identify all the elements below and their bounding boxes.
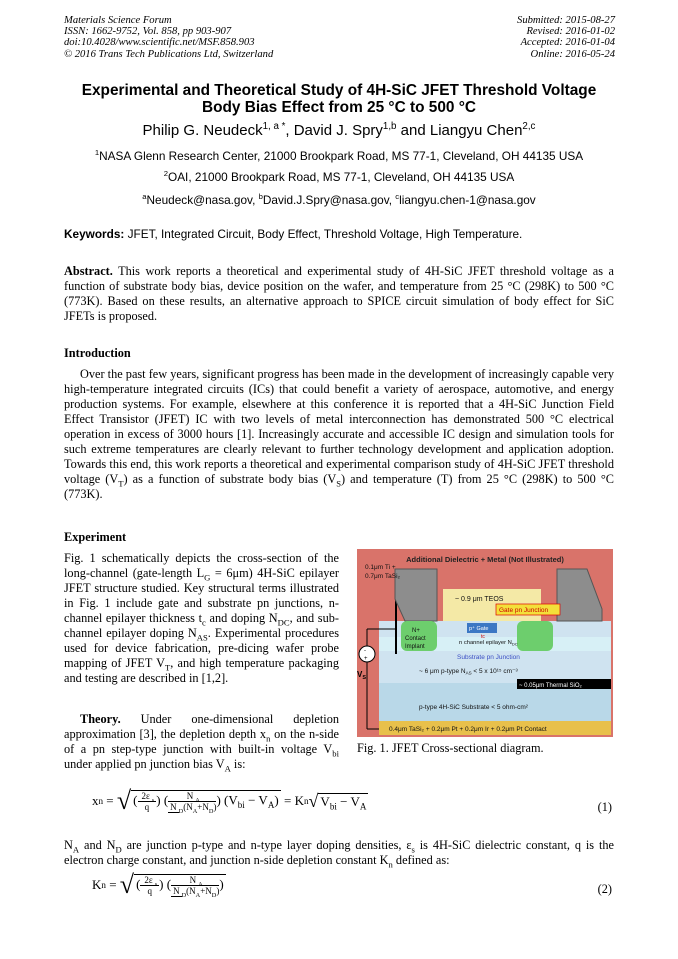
keywords-text: JFET, Integrated Circuit, Body Effect, Threshold Voltage, High Temperature. <box>124 227 523 241</box>
intro-text-mid: ) as a function of substrate body bias (V <box>123 472 337 486</box>
eq2-f2-den-sub1: D <box>181 891 187 899</box>
fig-tasi-label: 0.7μm TaSi₂ <box>365 573 401 580</box>
eq1-rhs-v: V <box>320 793 330 809</box>
fig-top-label: Additional Dielectric + Metal (Not Illustrated) <box>406 555 564 564</box>
eq2-f2-den-plus: +N <box>200 886 212 896</box>
exp-text-1: Fig. 1 schematically depicts the cross-section of the long-channel (gate-length L <box>64 551 339 580</box>
affil-1-sup: 1 <box>94 148 100 158</box>
fig-nchannel-text: n channel epilayer N <box>459 640 512 646</box>
journal-header-left <box>64 15 273 60</box>
eq1-f1-sub: s <box>151 796 155 804</box>
exp-text-2: = 6μm) 4H-SiC epilayer JFET structure studied. Key structural terms illustrated in Fig. 1 include gate and substrate pn junctions, n-channel epilayer thickness t <box>64 566 339 625</box>
author-2: , David J. Spry <box>285 122 383 139</box>
ae-d: is 4H-SiC dielectric constant, q is the electron charge constant, and junction n-side depletion constant K <box>64 838 614 867</box>
ae-d-sub: n <box>388 859 393 870</box>
fig-vs-plus: + <box>364 656 368 662</box>
fig-teos-label: ~ 0.9 μm TEOS <box>455 596 504 603</box>
theory-sub-bi: bi <box>332 748 339 759</box>
author-list <box>50 122 628 139</box>
author-2-sup: 1,b <box>382 121 397 132</box>
intro-heading: Introduction <box>64 346 131 360</box>
eq1-f2-den-mid: (N <box>183 802 193 812</box>
eq2-lhs: K <box>92 877 102 892</box>
eq1-f2-den-sub2: A <box>192 807 198 815</box>
accepted-date: Accepted: 2016-01-04 <box>520 37 615 49</box>
exp-sub-c: c <box>202 617 206 628</box>
journal-header-right <box>517 15 615 60</box>
affiliation-2 <box>50 170 628 184</box>
theory-text-1: Under one-dimensional depletion approximation [3], the depletion depth x <box>64 712 339 741</box>
eq1-f2-den: N <box>170 802 177 812</box>
fig-thermal-label: ~ 0.05μm Thermal SiO₂ <box>519 683 582 689</box>
eq1-rhs-mid: − V <box>336 793 360 809</box>
fig-nchannel-sub: DC <box>511 641 518 647</box>
eq1-f2-den-plus: +N <box>197 802 209 812</box>
affiliation-1 <box>50 149 628 163</box>
eq1-frac-2 <box>168 791 217 815</box>
eq1-f2-den-sub3: D <box>208 807 214 815</box>
revised-date: Revised: 2016-01-02 <box>526 26 615 38</box>
theory-text-3: under applied pn junction bias V <box>64 757 225 771</box>
eq1-rhs-vsub2: A <box>359 801 367 812</box>
eq2-f2-den-mid: (N <box>186 886 196 896</box>
exp-sub-dc: DC <box>277 617 290 628</box>
fig-vs-text: V <box>357 670 363 679</box>
eq1-f2-num-sub: A <box>195 796 200 804</box>
email-3[interactable]: liangyu.chen-1@nasa.gov <box>399 193 536 207</box>
exp-sub-g: G <box>204 572 211 583</box>
equation-2: K n = √ ( $\frac{2\varepsilon _s}{q}$ ) ( $\frac{N _A}{N _D(N_A+N_D)}$ ) <box>92 870 224 899</box>
abstract-label: Abstract. <box>64 264 113 278</box>
fig-nchannel-label <box>459 640 518 647</box>
exp-text-4: , and sub-channel epilayer doping N <box>64 611 339 640</box>
exp-sub-t: T <box>164 662 171 673</box>
ae-c: are junction p-type and n-type layer doping densities, ε <box>121 838 412 852</box>
eq1-radicand: ( $\frac{2\varepsilon _s}{q}$ ) ( $\frac{N _A}{N _D(N_A+N_D)}$ ) $(V_{bi} - V_A)$ <box>133 791 279 815</box>
fig-ptype-text: ~ 6 μm p-type N <box>419 668 466 675</box>
eq2-radicand: ( $\frac{2\varepsilon _s}{q}$ ) ( $\frac{N _A}{N _D(N_A+N_D)}$ ) <box>136 875 224 899</box>
eq1-sqrt-sign: √ <box>116 786 132 815</box>
eq2-f2-den-sub3: D <box>211 891 217 899</box>
eq2-f2-den-sub2: A <box>195 891 201 899</box>
eq1-f2-num: N <box>186 791 194 801</box>
fig-implant-label: Implant <box>405 644 425 650</box>
figure-caption: Fig. 1. JFET Cross-sectional diagram. <box>357 741 544 755</box>
ae-b: and N <box>79 838 116 852</box>
eq1-frac-1 <box>138 791 157 812</box>
eq2-f1-den: q <box>147 886 153 896</box>
exp-text-3: and doping N <box>205 611 278 625</box>
theory-paragraph <box>64 712 339 772</box>
intro-text-end: ) and temperature (T) from 25 °C (298K) to 500 °C (773K). <box>64 472 614 501</box>
eq2-f1-sub: s <box>154 880 158 888</box>
author-1: Philip G. Neudeck <box>142 122 263 139</box>
experiment-heading: Experiment <box>64 530 127 544</box>
fig-right-implant <box>517 621 553 651</box>
eq1-rhs: = K <box>280 793 304 808</box>
eq1-paren: (V <box>224 792 238 808</box>
theory-label: Theory. <box>80 712 121 726</box>
fig-bottom-label: 0.4μm TaSi₂ + 0.2μm Pt + 0.2μm Ir + 0.2μm Pt Contact <box>389 726 547 733</box>
eq2-equals: = <box>105 877 120 892</box>
author-3-sup: 2,c <box>522 121 536 132</box>
keywords-label: Keywords: <box>64 227 125 241</box>
eq1-f1-num: 2ε <box>141 791 150 801</box>
eq1-paren-mid: − V <box>244 792 268 808</box>
ae-e: defined as: <box>392 853 450 867</box>
fig-tc-label: tc <box>481 634 485 640</box>
title-line-1: Experimental and Theoretical Study of 4H-SiC JFET Threshold Voltage <box>81 82 597 99</box>
fig-ptype-sub: AS <box>465 670 472 676</box>
author-3: and Liangyu Chen <box>396 122 523 139</box>
abstract <box>64 264 614 324</box>
experiment-paragraph <box>64 551 339 686</box>
eq2-f2-den: N <box>173 886 180 896</box>
author-1-sup: 1, a * <box>262 121 286 132</box>
intro-sub-t: T <box>118 478 124 489</box>
ae-a: N <box>64 838 73 852</box>
equation-1: x n = √ ( $\frac{2\varepsilon _s}{q}$ ) ( $\frac{N _A}{N _D(N_A+N_D)}$ ) $(V_{bi} - V_A)$ = K n √ $V_{bi} - V_A$ <box>92 786 367 815</box>
after-eq1-paragraph <box>64 838 614 868</box>
theory-text-2: on the n-side of a pn step-type junction with built-in voltage V <box>64 727 339 756</box>
eq1-equals: = <box>103 793 117 808</box>
doi: doi:10.4028/www.scientific.net/MSF.858.903 <box>64 37 255 49</box>
affil-2-text: OAI, 21000 Brookpark Road, MS 77-1, Cleveland, OH 44135 USA <box>168 170 515 184</box>
ae-a-sub: A <box>72 844 80 855</box>
fig-left-metal <box>395 569 437 621</box>
eq2-f1-num: 2ε <box>144 875 153 885</box>
eq1-rhs-sqrt: √ <box>308 791 319 811</box>
eq1-rhs-radicand <box>318 793 368 810</box>
eq1-f2-den-sub1: D <box>178 807 184 815</box>
eq1-lhs: x <box>92 793 99 808</box>
eq2-frac-1 <box>140 875 159 896</box>
affil-2-sup: 2 <box>163 169 169 179</box>
fig-substrate-label: p-type 4H-SiC Substrate < 5 ohm-cm² <box>419 704 528 711</box>
eq1-paren-sub2: A <box>267 800 275 811</box>
email-a-sup: a <box>142 192 147 202</box>
theory-sub-a: A <box>224 763 231 774</box>
eq1-paren-end: ) <box>274 792 279 808</box>
eq1-f2-den-end: ) <box>213 802 217 812</box>
fig-gate-junction-label: Gate pn Junction <box>499 607 549 614</box>
ae-c-sub: s <box>411 844 415 855</box>
affil-1-text: NASA Glenn Research Center, 21000 Brookpark Road, MS 77-1, Cleveland, OH 44135 USA <box>99 149 584 163</box>
email-list <box>50 193 628 207</box>
intro-paragraph <box>64 367 614 502</box>
theory-sub-n: n <box>266 733 271 744</box>
eq1-f1-den: q <box>144 802 150 812</box>
online-date: Online: 2016-05-24 <box>530 48 615 60</box>
title-line-2: Body Bias Effect from 25 °C to 500 °C <box>201 99 477 116</box>
fig-contact-label: Contact <box>405 636 426 642</box>
eq1-paren-sub: bi <box>237 800 245 811</box>
jfet-cross-section-figure <box>357 549 613 737</box>
keywords <box>64 227 624 241</box>
journal-name: Materials Science Forum <box>64 15 172 26</box>
exp-text-6: , and high temperature packaging and testing are described in [1,2]. <box>64 656 339 685</box>
fig-vs-minus: - <box>364 648 366 654</box>
fig-ti-label: 0.1μm Ti + <box>365 564 396 571</box>
equation-2-number: (2) <box>597 882 612 896</box>
issn: ISSN: 1662-9752, Vol. 858, pp 903-907 <box>64 26 232 38</box>
submitted-date: Submitted: 2015-08-27 <box>517 15 615 26</box>
exp-text-5: . Experimental procedures used for device fabrication, pre-dicing wafer probe mapping of JFET V <box>64 626 339 670</box>
exp-sub-as: AS <box>196 632 208 643</box>
fig-pgate-label: p⁺ Gate <box>469 626 489 632</box>
email-c-sup: c <box>395 192 400 202</box>
intro-text: Over the past few years, significant progress has been made in the development of increasingly capable very high-temperature integrated circuits (ICs) that could benefit a variety of aerospace, automotive, and energy production systems. For example, elsewhere at this conference it is reported that a 4H-SiC Junction Field Effect Transistor (JFET) IC with two levels of metal interconnection has demonstrated 500 °C electrical operation in excess of 3000 hours [1]. Increasingly accurate and accessible IC design and simulation tools for such extreme temperatures are clearly relevant to further technology development and application adoption. Towards this end, this work reports a theoretical and experimental comparison study of 4H-SiC JFET threshold voltage (V <box>64 367 614 486</box>
eq2-sqrt-sign: √ <box>119 870 135 899</box>
theory-text-4: is: <box>230 757 246 771</box>
intro-sub-s: S <box>336 478 342 489</box>
fig-ptype-end: < 5 x 10¹⁵ cm⁻³ <box>471 668 518 675</box>
fig-substrate-junction-label: Substrate pn Junction <box>457 654 520 661</box>
eq2-f2-num: N <box>189 875 197 885</box>
fig-vs-sub: S <box>362 675 367 681</box>
eq2-f2-num-sub: A <box>198 880 203 888</box>
copyright: © 2016 Trans Tech Publications Ltd, Switzerland <box>64 48 274 60</box>
eq1-rhs-vsub: bi <box>329 801 337 812</box>
paper-title <box>50 82 628 116</box>
email-2[interactable]: David.J.Spry@nasa.gov, <box>262 193 396 207</box>
fig-nplus-label: N+ <box>412 628 420 634</box>
equation-1-number: (1) <box>597 800 612 814</box>
eq2-f2-den-end: ) <box>216 886 220 896</box>
email-b-sup: b <box>258 192 263 202</box>
abstract-text: This work reports a theoretical and experimental study of 4H-SiC JFET threshold voltage as a function of substrate body bias, device position on the wafer, and temperature from 25 °C (298K) to 500 °C (773K). Based on these results, an alternative approach to SPICE circuit simulation of body effect for SiC JFETs is proposed. <box>64 264 614 323</box>
ae-b-sub: D <box>115 844 122 855</box>
email-1[interactable]: Neudeck@nasa.gov, <box>146 193 259 207</box>
